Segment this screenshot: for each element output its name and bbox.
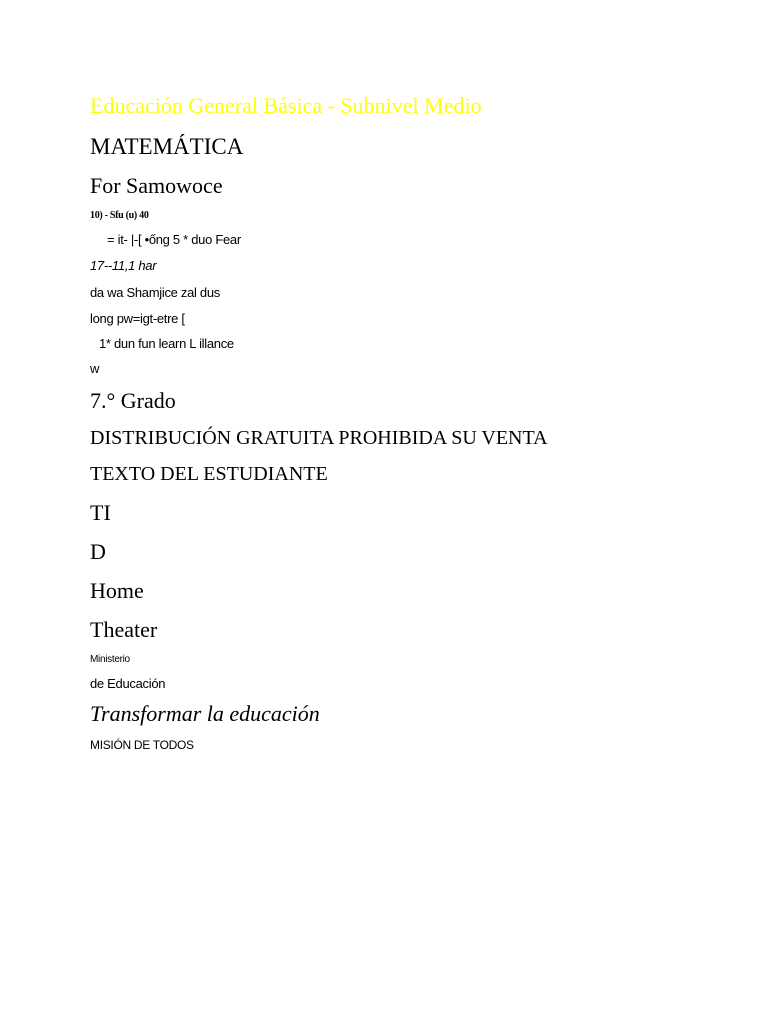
distribution-notice: DISTRIBUCIÓN GRATUITA PROHIBIDA SU VENTA (90, 427, 548, 449)
slogan: Transformar la educación (90, 701, 320, 726)
ministry-line-1: Ministerio (90, 654, 130, 665)
text-type-label: TEXTO DEL ESTUDIANTE (90, 463, 328, 485)
word-d: D (90, 539, 106, 564)
word-home: Home (90, 578, 144, 603)
subject-title: MATEMÁTICA (90, 134, 244, 159)
document-header: Educación General Básica - Subnivel Medio (90, 93, 482, 118)
ministry-line-2: de Educación (90, 676, 166, 691)
garbled-line-1: = it- |-[ •ống 5 * duo Fear (107, 232, 241, 247)
garbled-line-6: w (90, 361, 100, 376)
word-theater: Theater (90, 617, 158, 642)
grade-label: 7.° Grado (90, 388, 176, 413)
garbled-line-4: long pw=igt-etre [ (90, 311, 185, 326)
garbled-line-2: 17--11,1 har (90, 258, 157, 273)
garbled-line-3: da wa Shamjice zal dus (90, 285, 220, 300)
garbled-line-5: 1* dun fun learn L illance (99, 336, 234, 351)
code-line: 10) - Sfu (u) 40 (90, 210, 149, 221)
mission-line: MISIÓN DE TODOS (90, 738, 194, 752)
document-subtitle: For Samowoce (90, 173, 223, 198)
word-ti: TI (90, 500, 111, 525)
